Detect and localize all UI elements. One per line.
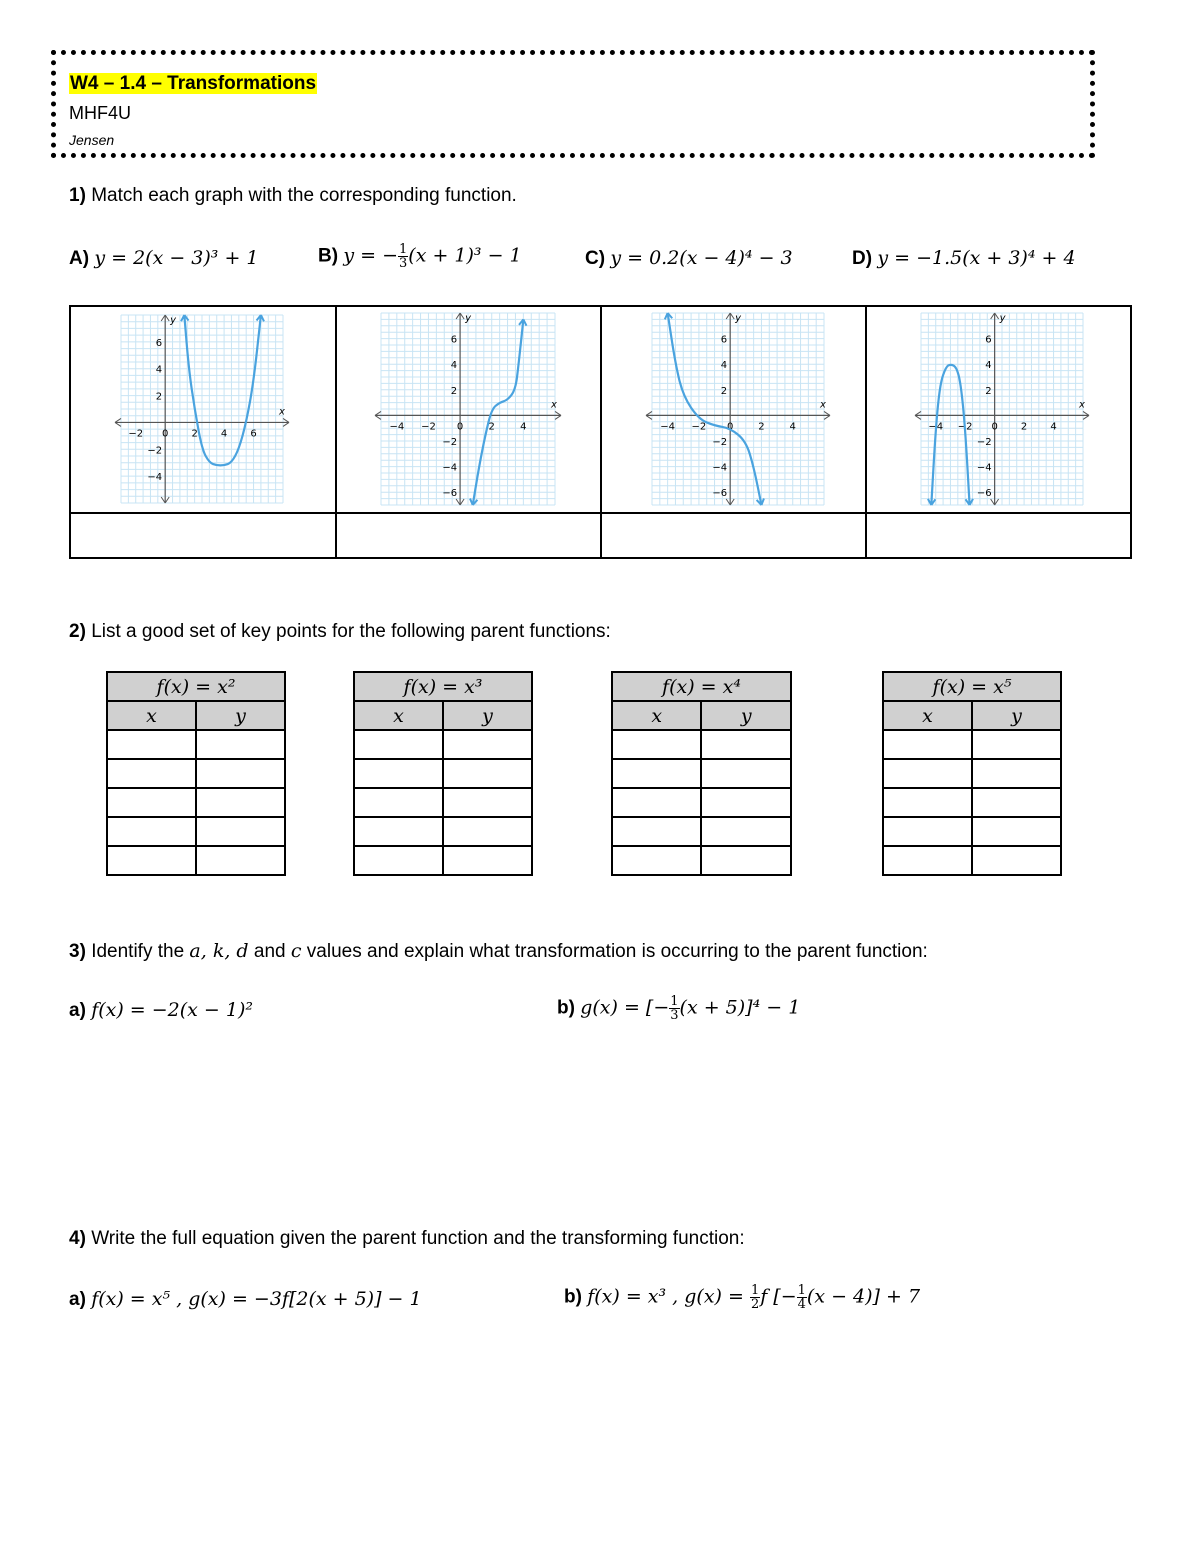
key-points-table-x4 [611,671,792,876]
table-title: f(x) = x³ [354,672,532,701]
x-tick-label: −2 [691,421,707,433]
graph-2 [337,307,600,512]
y-header: y [701,701,791,730]
x-axis-label: x [279,406,285,418]
q3-part-a: a) f(x) = −2(x − 1)² [69,999,254,1021]
answer-box-4[interactable] [867,512,1130,559]
table-cell[interactable] [354,759,443,788]
table-cell[interactable] [701,817,791,846]
table-cell[interactable] [107,730,196,759]
x-tick-label: 4 [1050,421,1057,433]
table-cell[interactable] [354,846,443,875]
table-cell[interactable] [972,788,1061,817]
y-tick-label: 4 [720,360,728,372]
table-cell[interactable] [972,759,1061,788]
table-cell[interactable] [443,846,532,875]
graph-cell-4 [867,307,1130,512]
x-header: x [883,701,972,730]
x-tick-label: 0 [161,428,169,440]
x-axis-label: x [820,399,826,411]
table-cell[interactable] [612,846,701,875]
table-title: f(x) = x² [107,672,285,701]
graph-3 [602,307,865,512]
table-cell[interactable] [443,730,532,759]
x-tick-label: −2 [421,421,436,433]
y-tick-label: −4 [712,462,728,474]
answer-box-3[interactable] [602,512,867,559]
y-tick-label: 2 [155,391,163,403]
graph-4 [867,307,1130,512]
table-cell[interactable] [883,759,972,788]
table-cell[interactable] [701,759,791,788]
table-cell[interactable] [883,788,972,817]
y-tick-label: −4 [442,462,458,474]
table-cell[interactable] [354,730,443,759]
y-tick-label: −6 [712,488,728,500]
answer-box-2[interactable] [337,512,602,559]
key-points-table-x5 [882,671,1062,876]
x-tick-label: 2 [1020,421,1028,433]
table-cell[interactable] [196,730,285,759]
x-tick-label: 2 [488,421,495,433]
table-cell[interactable] [883,846,972,875]
q1-option-d: D) y = −1.5(x + 3)⁴ + 4 [852,247,1076,269]
table-cell[interactable] [107,846,196,875]
table-cell[interactable] [443,817,532,846]
y-header: y [196,701,285,730]
graph-cell-1 [71,307,337,512]
x-tick-label: −4 [928,421,944,433]
q1-prompt: 1) Match each graph with the corresponding function. [69,185,517,206]
table-cell[interactable] [883,817,972,846]
teacher-name: Jensen [69,132,115,148]
x-tick-label: 0 [991,421,998,433]
table-cell[interactable] [612,730,701,759]
y-tick-label: −4 [147,472,163,484]
q4-prompt: 4) Write the full equation given the parent function and the transforming function: [69,1228,745,1249]
y-tick-label: −6 [976,488,992,500]
y-tick-label: 6 [155,337,163,349]
q3-part-b: b) g(x) = [− $\frac{1}{3}$ (x + 5)]⁴ − 1 [557,994,801,1023]
graph-table [69,305,1132,559]
table-cell[interactable] [196,817,285,846]
y-tick-label: 2 [450,385,458,397]
table-title: f(x) = x⁴ [612,672,791,701]
table-cell[interactable] [612,759,701,788]
header-box [51,50,1095,158]
answer-box-1[interactable] [71,512,337,559]
x-tick-label: −2 [128,428,144,440]
x-header: x [612,701,701,730]
graph-1 [71,307,335,512]
table-cell[interactable] [107,788,196,817]
x-header: x [107,701,196,730]
y-tick-label: 4 [450,360,458,372]
y-tick-label: 6 [450,334,458,346]
x-tick-label: 6 [250,428,257,440]
worksheet-title: W4 – 1.4 – Transformations [70,73,317,94]
y-tick-label: 6 [985,334,992,346]
x-tick-label: 0 [726,421,734,433]
table-cell[interactable] [612,788,701,817]
x-tick-label: 2 [191,428,198,440]
y-tick-label: −2 [442,437,458,448]
x-tick-label: −4 [389,421,405,433]
y-tick-label: 6 [720,334,728,346]
y-tick-label: 4 [985,360,992,372]
table-cell[interactable] [443,759,532,788]
y-tick-label: −6 [442,488,458,500]
x-axis-label: x [551,399,557,411]
x-axis-label: x [1079,399,1085,411]
y-axis-label: y [735,313,742,324]
y-tick-label: −4 [976,462,992,474]
x-tick-label: 4 [220,428,228,440]
y-header: y [972,701,1061,730]
x-tick-label: −2 [957,421,973,433]
y-header: y [443,701,532,730]
table-cell[interactable] [701,730,791,759]
table-cell[interactable] [443,788,532,817]
table-cell[interactable] [701,788,791,817]
table-cell[interactable] [701,846,791,875]
q1-option-b: B) y = − $\frac{1}{3}$ (x + 1)³ − 1 [318,242,522,271]
table-cell[interactable] [883,730,972,759]
table-cell[interactable] [107,817,196,846]
table-cell[interactable] [972,817,1061,846]
q4-part-a: a) f(x) = x⁵ , g(x) = −3f[2(x + 5)] − 1 [69,1288,422,1310]
y-tick-label: 4 [155,364,163,376]
graph-cell-3 [602,307,867,512]
y-tick-label: −2 [976,437,992,448]
key-points-table-x3 [353,671,533,876]
table-cell[interactable] [972,846,1061,875]
x-tick-label: 4 [520,421,527,433]
x-tick-label: 0 [456,421,464,433]
y-axis-label: y [170,315,177,326]
y-axis-label: y [465,313,472,324]
table-cell[interactable] [612,817,701,846]
table-cell[interactable] [972,730,1061,759]
y-tick-label: 2 [985,385,992,397]
graph-cell-2 [337,307,602,512]
x-tick-label: 2 [758,421,765,433]
table-cell[interactable] [196,788,285,817]
table-title: f(x) = x⁵ [883,672,1061,701]
q1-option-a: A) y = 2(x − 3)³ + 1 [69,247,259,269]
x-tick-label: 4 [789,421,796,433]
q2-prompt: 2) List a good set of key points for the following parent functions: [69,621,611,642]
x-header: x [354,701,443,730]
q1-option-c: C) y = 0.2(x − 4)⁴ − 3 [585,247,793,269]
y-tick-label: 2 [720,385,728,397]
key-points-table-x2 [106,671,286,876]
course-code: MHF4U [69,103,131,123]
q3-prompt: 3) Identify the a, k, d and c values and explain what transformation is occurring to the parent function: [69,940,928,962]
table-cell[interactable] [196,846,285,875]
table-cell[interactable] [107,759,196,788]
q4-part-b: b) f(x) = x³ , g(x) = $\frac{1}{2}$ f [− $\frac{1}{4}$ (x − 4)] + 7 [564,1283,921,1312]
table-cell[interactable] [354,788,443,817]
x-tick-label: −4 [660,421,676,433]
y-tick-label: −2 [147,445,163,457]
table-cell[interactable] [196,759,285,788]
y-axis-label: y [999,313,1006,324]
table-cell[interactable] [354,817,443,846]
y-tick-label: −2 [712,437,728,448]
